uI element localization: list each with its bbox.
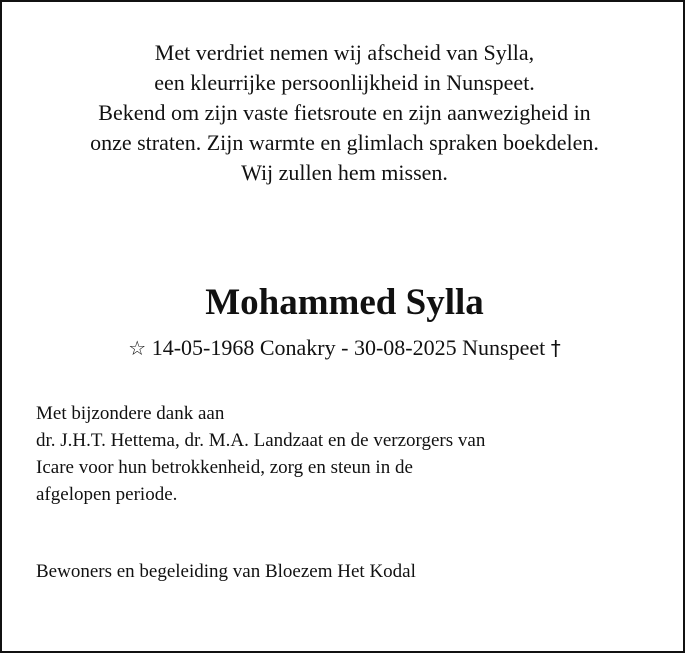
cross-icon: † [550,336,561,360]
deceased-name: Mohammed Sylla [205,282,484,323]
intro-line: Met verdriet nemen wij afscheid van Sylla, [154,40,535,65]
thanks-line: afgelopen periode. [36,484,178,505]
intro-paragraph [22,38,667,188]
life-dates [22,332,667,364]
thanks-line: Met bijzondere dank aan [36,403,225,424]
thanks-line: dr. J.H.T. Hettema, dr. M.A. Landzaat en de verzorgers van [36,430,486,451]
signature: Bewoners en begeleiding van Bloezem Het Kodal [36,561,416,582]
intro-line: een kleurrijke persoonlijkheid in Nunspeet. [154,70,535,95]
dates-text: 14-05-1968 Conakry - 30-08-2025 Nunspeet [151,335,546,360]
star-icon: ☆ [128,336,147,360]
thanks-paragraph [36,400,656,508]
thanks-line: Icare voor hun betrokkenheid, zorg en steun in de [36,457,413,478]
intro-line: Wij zullen hem missen. [241,160,448,185]
intro-line: onze straten. Zijn warmte en glimlach spraken boekdelen. [90,130,599,155]
intro-line: Bekend om zijn vaste fietsroute en zijn aanwezigheid in [98,100,591,125]
